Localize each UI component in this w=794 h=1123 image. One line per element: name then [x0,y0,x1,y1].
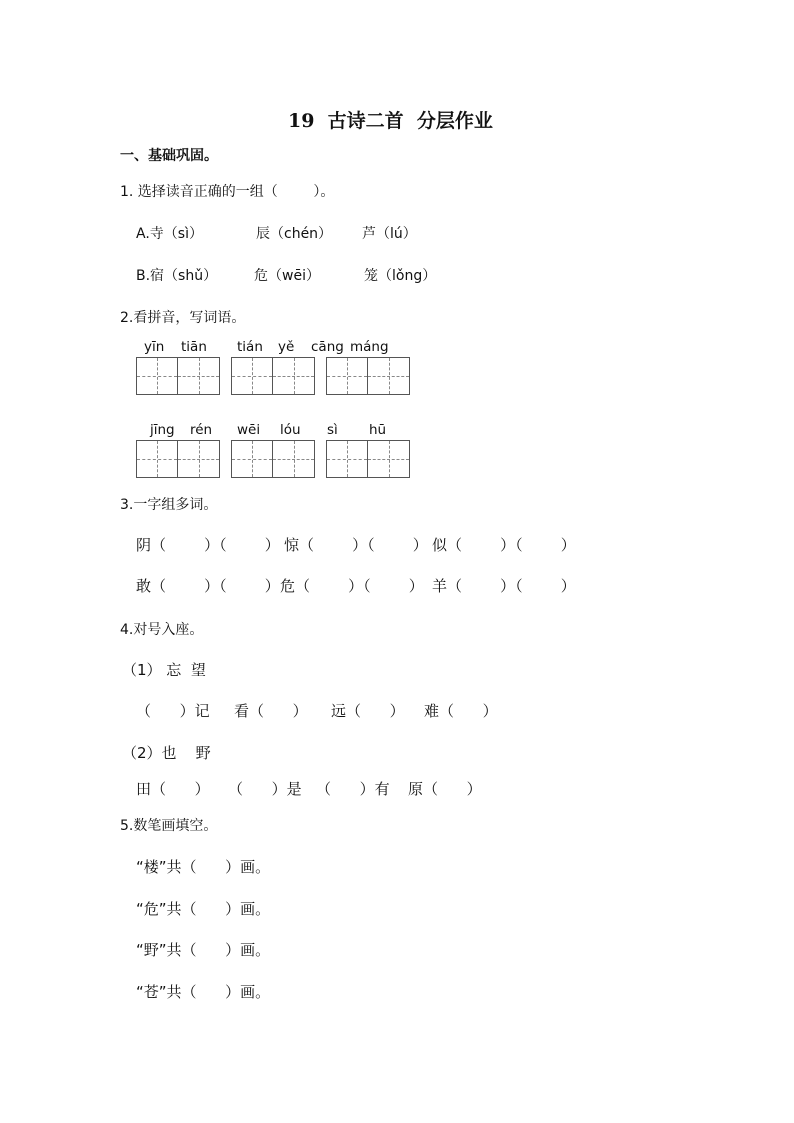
tianzige-cell[interactable] [231,440,273,478]
tianzige-cell[interactable] [136,440,178,478]
tianzige-cell[interactable] [326,357,368,395]
q5-stroke-line: “楼”共（ ）画。 [136,858,271,876]
pinyin-label: cāng [311,339,344,355]
tianzige-cell[interactable] [326,440,368,478]
q1-option-b-1: B.宿（shǔ） [136,268,218,284]
q4-part2-blank: （ ）有 [316,780,390,798]
q3-word-group: 似（ ）（ ） [432,536,576,554]
tianzige-cell[interactable] [368,440,410,478]
q1-option-a-2: 辰（chén） [256,226,333,242]
pinyin-label: yīn [144,339,165,355]
q2-stem: 2.看拼音，写词语。 [120,310,246,326]
tianzige-cell[interactable] [273,440,315,478]
section-heading-basics: 一、基础巩固。 [120,148,218,164]
tianzige-cell[interactable] [368,357,410,395]
pinyin-label: sì [327,422,338,438]
tianzige-box-group[interactable] [231,440,315,478]
pinyin-label: lóu [280,422,301,438]
tianzige-cell[interactable] [136,357,178,395]
q4-part1-blank: 看（ ） [234,702,308,720]
tianzige-box-group[interactable] [326,440,410,478]
pinyin-label: yě [278,339,295,355]
q3-word-group: 敢（ ）（ ） [136,577,280,595]
q4-part2-blank: 田（ ） [136,780,210,798]
q5-stroke-line: “危”共（ ）画。 [136,900,271,918]
tianzige-cell[interactable] [231,357,273,395]
tianzige-cell[interactable] [178,357,220,395]
pinyin-label: jīng [150,422,175,438]
page-title: 19 古诗二首 分层作业 [288,110,493,132]
q3-word-group: 羊（ ）（ ） [432,577,576,595]
q4-stem: 4.对号入座。 [120,622,204,638]
tianzige-box-group[interactable] [136,440,220,478]
q4-part1-blank: 难（ ） [424,702,498,720]
q4-part2-blank: 原（ ） [408,780,482,798]
q3-word-group: 阴（ ）（ ） [136,536,280,554]
q5-stem: 5.数笔画填空。 [120,818,218,834]
tianzige-box-group[interactable] [136,357,220,395]
q4-part1-blank: 远（ ） [331,702,405,720]
tianzige-cell[interactable] [178,440,220,478]
q4-part2-blank: （ ）是 [228,780,302,798]
pinyin-label: tián [237,339,263,355]
pinyin-label: máng [350,339,389,355]
q1-option-b-3: 笼（lǒng） [364,268,437,284]
q1-option-b-2: 危（wēi） [254,268,320,284]
pinyin-label: rén [190,422,213,438]
q3-word-group: 危（ ）（ ） [280,577,424,595]
tianzige-cell[interactable] [273,357,315,395]
pinyin-label: hū [369,422,387,438]
q1-stem: 1. 选择读音正确的一组（ ）。 [120,184,335,200]
q1-option-a-1: A.寺（sì） [136,226,203,242]
tianzige-box-group[interactable] [326,357,410,395]
q3-word-group: 惊（ ）（ ） [284,536,428,554]
q1-option-a-3: 芦（lú） [362,226,417,242]
q4-part1-choices: （1） 忘 望 [122,661,206,679]
pinyin-label: wēi [237,422,261,438]
q3-stem: 3.一字组多词。 [120,497,218,513]
pinyin-label: tiān [181,339,207,355]
q5-stroke-line: “苍”共（ ）画。 [136,983,271,1001]
q4-part1-blank: （ ）记 [136,702,210,720]
q4-part2-choices: （2）也 野 [122,744,211,762]
tianzige-box-group[interactable] [231,357,315,395]
q5-stroke-line: “野”共（ ）画。 [136,941,271,959]
